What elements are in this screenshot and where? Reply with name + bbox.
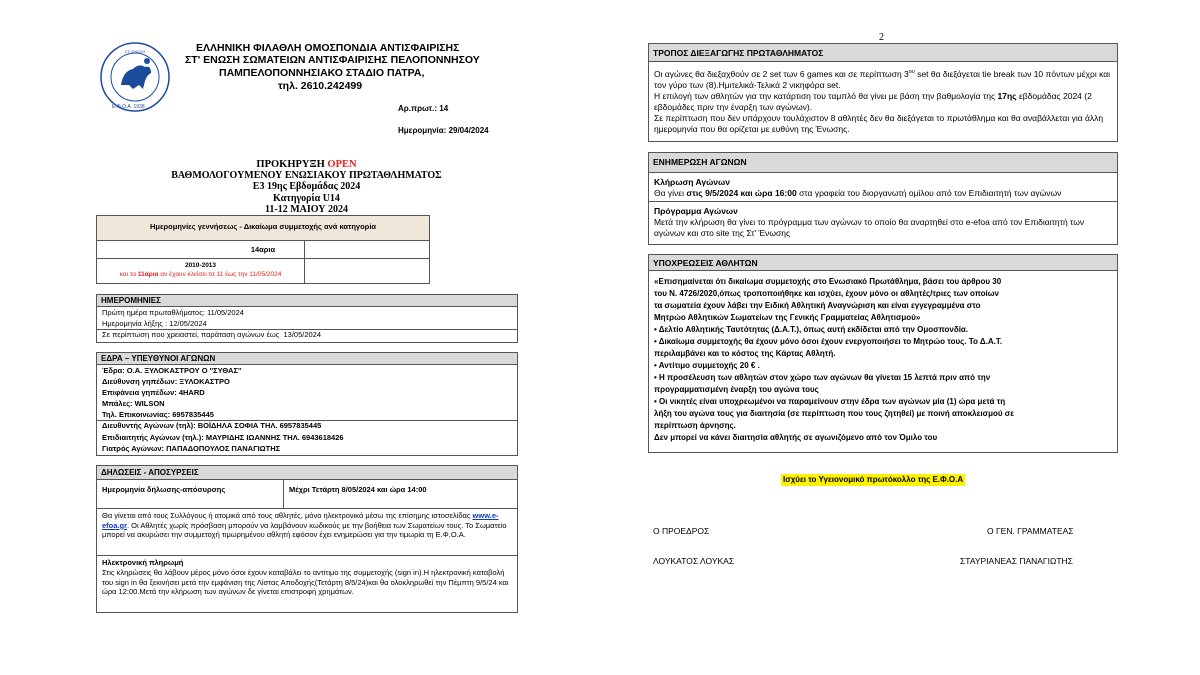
first-day: Πρώτη ημέρα πρωταθλήματος: 11/05/2024 [102,308,244,317]
president-title: Ο ΠΡΟΕΔΡΟΣ [653,526,710,536]
venue-contact: Τηλ. Επικοινωνίας: 6957835445 [102,410,214,419]
info-section [648,152,1118,245]
obligation-line: «Επισημαίνεται ότι δικαίωμα συμμετοχής στο Ενωσιακό Πρωτάθλημα, βάσει του άρθρου 30 [654,277,1002,286]
obligation-line: • Οι νικητές είναι υποχρεωμένοι να παραμείνουν στην έδρα των αγώνων μία (1) ώρα μετά τη [654,397,1006,406]
end-day: Ημερομηνία λήξης : 12/05/2024 [102,319,207,328]
entries-text: Θα γίνεται από τους Συλλόγους ή ατομικά από τους αθλητές, μόνο ηλεκτρονικά μέσω της επίσημης ιστοσελίδας www.e-efoa.gr. Οι Αθλητές χωρίς πρόσβαση μπορούν να λαμβάνουν κωδικούς με την βοήθεια των Σωματείων τους. Το Σωματείο μπορεί να ακυρώσει την συμμετοχή τιμωρημένου αθλητή εφόσον έχει ενημερώσει για την τιμωρία τη Ε.Φ.Ο.Α. [102,511,507,540]
tournament-supervisor: Επιδιαιτητής Αγώνων (τηλ.): ΜΑΥΡΙΔΗΣ ΙΩΑΝΝΗΣ ΤΗΛ. 6943618426 [102,433,344,442]
venue-balls: Μπάλες: WILSON [102,399,165,408]
program-text: Μετά την κλήρωση θα γίνει το πρόγραμμα των αγώνων το οποίο θα αναρτηθεί στο e-efoa από τον Επιδιαιτητή των αγώνων και στο site της Στ' Ένωσης [654,217,1085,238]
tournament-director: Διευθυντής Αγώνων (τηλ): ΒΟΪΔΗΛΑ ΣΟΦΙΑ ΤΗΛ. 6957835445 [102,421,322,430]
venue-section [96,352,518,456]
obligation-line: Μητρώο Αθλητικών Σωματείων της Γενικής Γραμματείας Αθλητισμού» [654,313,921,322]
payment-text: Στις κληρώσεις θα λάβουν μέρος μόνο όσοι έχουν καταβάλει το αντίτιμο της συμμετοχής (sign in).Η ηλεκτρονική καταβολή του sign in θα ξεκινήσει μετά την εμφάνιση της Λίστας Αποδοχής(Τετάρτη 8/5/24)και θα ολοκληρωθεί την Πέμπτη 9/5/24 και ώρα 12:00.Μετά την κλήρωση των αγώνων δε γίνεται επιστροφή χρημάτων. [102,568,509,597]
program-title: Πρόγραμμα Αγώνων [654,206,738,216]
draw-text: Θα γίνει στις 9/5/2024 και ώρα 16:00 στα γραφεία του διοργανωτή ομίλου από τον Επιδιαιτητή των αγώνων [654,188,1062,198]
dates-section [96,294,518,343]
entries-date-label: Ημερομηνία δήλωσης-απόσυρσης [102,485,226,494]
venue-header: ΕΔΡΑ – ΥΠΕΥΘΥΝΟΙ ΑΓΩΝΩΝ [97,353,517,365]
draw-title: Κλήρωση Αγώνων [654,177,730,187]
extension-line: Σε περίπτωση που χρειαστεί, παράταση αγώνων έως 13/05/2024 [102,330,322,339]
open-label: OPEN [327,159,357,170]
svg-text:ΣΤ' ΕΝΩΣΗ: ΣΤ' ΕΝΩΣΗ [124,49,146,54]
format-section [648,43,1118,142]
logo-bottom-text: Ε.Φ.Ο.Α. 1938 [112,104,145,110]
announcement-subtitle: ΒΑΘΜΟΛΟΓΟΥΜΕΝΟΥ ΕΝΩΣΙΑΚΟΥ ΠΡΩΤΑΘΛΗΜΑΤΟΣ [171,170,442,181]
entries-section [96,465,518,613]
venue-address: Διεύθυνση γηπέδων: ΞΥΛΟΚΑΣΤΡΟ [102,377,230,386]
eligibility-years: 2010-2013 [184,262,217,269]
venue-seat: Έδρα: Ο.Α. ΞΥΛΟΚΑΣΤΡΟΥ Ο ''ΣΥΘΑΣ'' [102,366,242,375]
document-date: Ημερομηνία: 29/04/2024 [398,126,489,135]
obligations-section [648,254,1118,453]
format-sets: Οι αγώνες θα διεξαχθούν σε 2 set των 6 games και σε περίπτωση $3^{o\upsilon}$ set θα διεξάγεται tie break των 10 πόντων μέχρι και τον γύρο των (8).Ημιτελικά-Τελικά 2 νικηφόρα set. [654,68,1111,90]
eligibility-header: Ημερομηνίες γεννήσεως - Δικαίωμα συμμετοχής ανά κατηγορία [97,216,429,241]
obligation-line: τα σωματεία έχουν λάβει την Ειδική Αθλητική Αναγνώριση και είναι εγγεγραμμένα στο [654,301,981,310]
eligibility-category: 14αρια [97,241,429,259]
format-text [654,67,1114,135]
entries-deadline: Μέχρι Τετάρτη 8/05/2024 και ώρα 14:00 [289,485,427,494]
header-line3: ΠΑΜΠΕΛΟΠΟΝΝΗΣΙΑΚΟ ΣΤΑΔΙΟ ΠΑΤΡΑ, [219,67,425,79]
obligation-line: προγραμματισμένη έναρξη του αγώνα τους [654,385,819,394]
obligation-line: • Η προσέλευση των αθλητών στον χώρο των αγώνων θα γίνεται 15 λεπτά πριν από την [654,373,991,382]
page-number: 2 [879,32,884,43]
payment-title: Ηλεκτρονική πληρωμή [102,558,184,567]
obligation-line: περιλαμβάνει και το κόστος της Κάρτας Αθλητή. [654,349,836,358]
eligibility-note: και τα 11άρια αν έχουν κλείσει τα 11 έως την 11/05/2024 [119,271,282,278]
info-header: ΕΝΗΜΕΡΩΣΗ ΑΓΩΝΩΝ [649,153,1117,173]
header-phone: τηλ. 2610.242499 [278,80,363,92]
obligations-header: ΥΠΟΧΡΕΩΣΕΙΣ ΑΘΛΗΤΩΝ [649,255,1117,271]
president-name: ΛΟΥΚΑΤΟΣ ΛΟΥΚΑΣ [653,556,735,566]
obligation-line: • Δελτίο Αθλητικής Ταυτότητας (Δ.Α.Τ.), όπως αυτή εκδίδεται από την Ομοσπονδία. [654,325,969,334]
secretary-name: ΣΤΑΥΡΙΑΝΕΑΣ ΠΑΝΑΓΙΩΤΗΣ [960,556,1073,566]
obligation-line: λήξη του αγώνα τους για διαιτησία (σε περίπτωση που τους ζητηθεί) με ποινή αποκλεισμού σε [654,409,1015,418]
eligibility-years-cell [97,259,304,283]
obligation-line: του Ν. 4726/2020,όπως τροποποιήθηκε και ισχύει, έχουν μόνο οι αθλητές/τριες των οποίων [654,289,999,298]
eligibility-table [96,215,430,284]
venue-surface: Επιφάνεια γηπέδων: 4HARD [102,388,205,397]
announcement-week: Ε3 19ης Εβδομάδας 2024 [252,181,361,192]
health-protocol-notice: Ισχύει το Υγειονομικό πρωτόκολλο της Ε.Φ.Ο.Α [781,474,965,486]
tournament-doctor: Γιατρός Αγώνων: ΠΑΠΑΔΟΠΟΥΛΟΣ ΠΑΝΑΓΙΩΤΗΣ [102,444,281,453]
format-header: ΤΡΟΠΟΣ ΔΙΕΞΑΓΩΓΗΣ ΠΡΩΤΑΘΛΗΜΑΤΟΣ [649,44,1117,62]
efoa-logo [99,41,171,113]
secretary-title: Ο ΓΕΝ. ΓΡΑΜΜΑΤΕΑΣ [987,526,1074,536]
entries-header: ΔΗΛΩΣΕΙΣ - ΑΠΟΣΥΡΣΕΙΣ [97,466,517,480]
announcement-title: ΠΡΟΚΗΡΥΞΗ OPEN [256,159,357,170]
obligation-line: • Αντίτιμο συμμετοχής 20 € . [654,361,760,370]
announcement-category: Κατηγορία U14 [273,193,340,204]
format-selection: Η επιλογή των αθλητών για την κατάρτιση του ταμπλό θα γίνει με βάση την βαθμολογία της 17ης εβδομάδας 2024 (2 εβδομάδες πριν την έναρξη των αγώνων). [654,90,1092,112]
header-line2: ΣΤ' ΕΝΩΣΗ ΣΩΜΑΤΕΙΩΝ ΑΝΤΙΣΦΑΙΡΙΣΗΣ ΠΕΛΟΠΟΝΝΗΣΟΥ [185,54,480,66]
obligation-line: • Δικαίωμα συμμετοχής θα έχουν μόνο όσοι έχουν ενεργοποιήσει το Μητρώο τους. Το Δ.Α.Τ. [654,337,1003,346]
header-line1: ΕΛΛΗΝΙΚΗ ΦΙΛΑΘΛΗ ΟΜΟΣΠΟΝΔΙΑ ΑΝΤΙΣΦΑΙΡΙΣΗΣ [196,42,460,54]
format-minimum: Σε περίπτωση που δεν υπάρχουν τουλάχιστον 8 αθλητές δεν θα διεξάγεται το πρωτάθλημα και θα αναβάλλεται για άλλη ημερομηνία που θα ορίζεται με ευθύνη της Ένωσης. [654,112,1104,134]
protocol-number: Αρ.πρωτ.: 14 [398,104,449,113]
dates-header: ΗΜΕΡΟΜΗΝΙΕΣ [97,295,517,307]
obligation-line: Δεν μπορεί να κάνει διαιτησία αθλητής σε αγωνιζόμενο από τον Όμιλο του [654,433,938,442]
obligation-line: περίπτωση άρνησης. [654,421,736,430]
announcement-dates: 11-12 ΜΑΙΟΥ 2024 [264,204,349,215]
obligations-list [654,276,1114,444]
efoa-website-link[interactable]: www.e-efoa.gr [102,511,499,530]
